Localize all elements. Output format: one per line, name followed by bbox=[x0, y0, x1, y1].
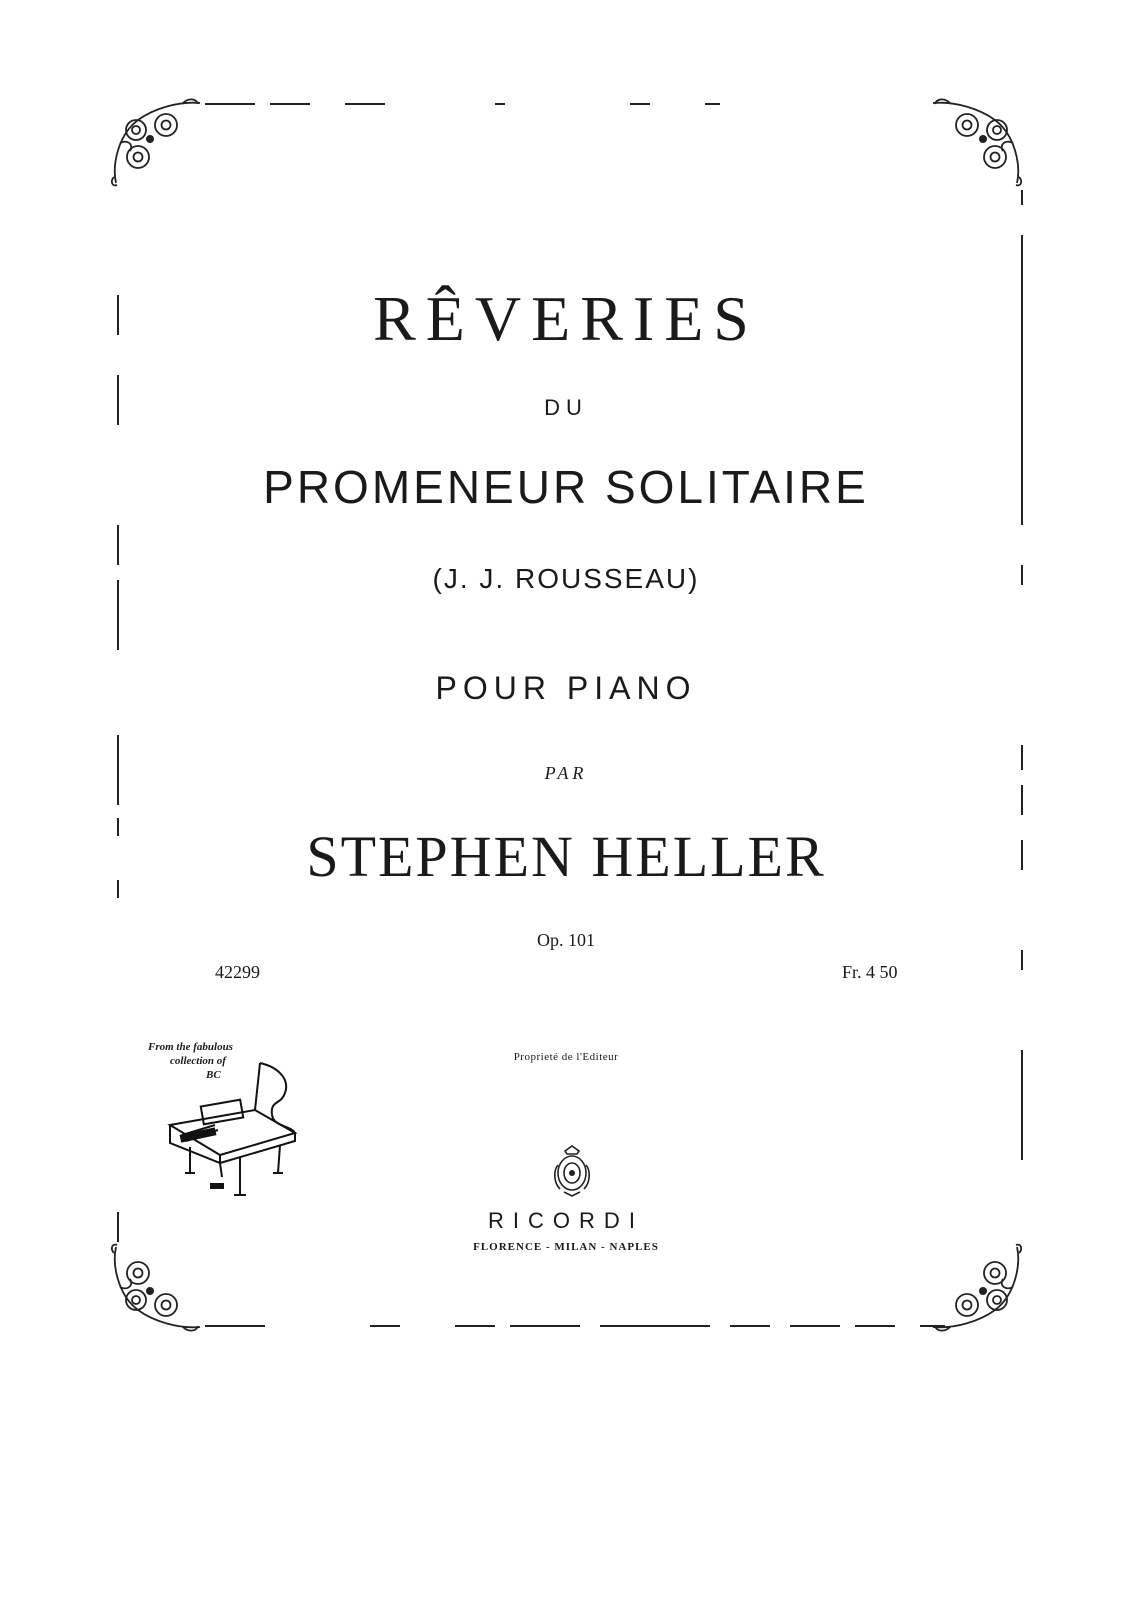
frame-dash bbox=[510, 1325, 580, 1327]
author-reference: (J. J. ROUSSEAU) bbox=[432, 563, 700, 594]
property-notice: Proprieté de l'Editeur bbox=[513, 1051, 619, 1063]
frame-dash bbox=[630, 103, 650, 105]
stamp-line: From the fabulous bbox=[148, 1041, 233, 1053]
corner-ornament-bottom-right bbox=[925, 1240, 1025, 1335]
frame-dash bbox=[205, 1325, 265, 1327]
corner-ornament-bottom-left bbox=[108, 1240, 208, 1335]
frame-dash bbox=[1021, 785, 1023, 815]
frame-dash bbox=[205, 103, 255, 105]
frame-dash bbox=[790, 1325, 840, 1327]
publisher-name: RICORDI bbox=[488, 1208, 644, 1233]
cover-subtitle: PROMENEUR SOLITAIRE bbox=[263, 461, 869, 513]
instrument-line: POUR PIANO bbox=[435, 670, 697, 706]
cover-title: RÊVERIES bbox=[373, 283, 759, 354]
composer-name: STEPHEN HELLER bbox=[306, 824, 826, 889]
frame-dash bbox=[730, 1325, 770, 1327]
by-label: PAR bbox=[544, 763, 588, 783]
frame-dash bbox=[1021, 950, 1023, 970]
frame-dash bbox=[270, 103, 310, 105]
stamp-line: BC bbox=[206, 1069, 221, 1081]
plate-number: 42299 bbox=[215, 962, 260, 982]
stamp-line: collection of bbox=[170, 1055, 226, 1067]
frame-dash bbox=[345, 103, 385, 105]
publisher-crest-icon bbox=[551, 1145, 593, 1197]
opus-number: Op. 101 bbox=[537, 930, 595, 950]
frame-dash bbox=[370, 1325, 400, 1327]
frame-dash bbox=[495, 103, 505, 105]
frame-dash bbox=[117, 525, 119, 565]
corner-ornament-top-left bbox=[108, 95, 208, 190]
frame-dash bbox=[600, 1325, 710, 1327]
frame-dash bbox=[705, 103, 720, 105]
frame-dash bbox=[1021, 190, 1023, 205]
frame-dash bbox=[455, 1325, 495, 1327]
frame-dash bbox=[855, 1325, 895, 1327]
price: Fr. 4 50 bbox=[842, 962, 898, 982]
frame-dash bbox=[1021, 1050, 1023, 1160]
title-connector: DU bbox=[544, 395, 588, 420]
grand-piano-icon bbox=[160, 1055, 305, 1205]
corner-ornament-top-right bbox=[925, 95, 1025, 190]
publisher-cities: FLORENCE - MILAN - NAPLES bbox=[473, 1241, 659, 1253]
